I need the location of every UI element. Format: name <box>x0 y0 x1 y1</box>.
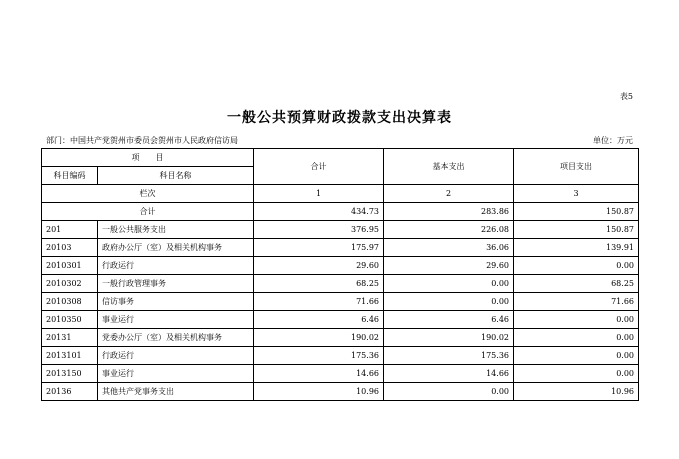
column-index-row <box>42 185 639 203</box>
row-project: 0.00 <box>514 347 639 365</box>
row-code: 2013101 <box>42 347 98 365</box>
row-name: 行政运行 <box>98 347 254 365</box>
row-code: 20103 <box>42 239 98 257</box>
row-total: 10.96 <box>254 383 384 401</box>
row-project: 71.66 <box>514 293 639 311</box>
row-code: 2010302 <box>42 275 98 293</box>
row-name: 政府办公厅（室）及相关机构事务 <box>98 239 254 257</box>
row-name: 其他共产党事务支出 <box>98 383 254 401</box>
unit-label: 单位：万元 <box>593 136 633 145</box>
header-row-1 <box>42 149 639 167</box>
row-basic: 14.66 <box>384 365 514 383</box>
lanci-label: 栏次 <box>42 185 254 203</box>
expenditure-table <box>41 148 639 401</box>
row-code: 201 <box>42 221 98 239</box>
header-project: 项目支出 <box>514 149 639 185</box>
row-basic: 36.06 <box>384 239 514 257</box>
row-code: 2013150 <box>42 365 98 383</box>
row-basic: 226.08 <box>384 221 514 239</box>
row-code: 20131 <box>42 329 98 347</box>
header-basic: 基本支出 <box>384 149 514 185</box>
row-basic: 29.60 <box>384 257 514 275</box>
row-code: 2010308 <box>42 293 98 311</box>
table-row <box>42 383 639 401</box>
table-row <box>42 347 639 365</box>
total-basic: 283.86 <box>384 203 514 221</box>
row-project: 0.00 <box>514 257 639 275</box>
row-total: 376.95 <box>254 221 384 239</box>
header-total: 合计 <box>254 149 384 185</box>
table-number: 表5 <box>619 92 633 101</box>
row-project: 0.00 <box>514 311 639 329</box>
row-total: 175.97 <box>254 239 384 257</box>
row-total: 29.60 <box>254 257 384 275</box>
total-value: 434.73 <box>254 203 384 221</box>
total-project: 150.87 <box>514 203 639 221</box>
header-item-group: 项 目 <box>42 149 254 167</box>
row-basic: 190.02 <box>384 329 514 347</box>
row-code: 2010350 <box>42 311 98 329</box>
row-total: 190.02 <box>254 329 384 347</box>
row-basic: 0.00 <box>384 293 514 311</box>
table-row <box>42 239 639 257</box>
header-code: 科目编码 <box>42 167 98 185</box>
row-name: 事业运行 <box>98 365 254 383</box>
department-line <box>46 135 238 146</box>
row-basic: 6.46 <box>384 311 514 329</box>
row-code: 2010301 <box>42 257 98 275</box>
row-project: 150.87 <box>514 221 639 239</box>
table-row <box>42 311 639 329</box>
total-row <box>42 203 639 221</box>
row-name: 党委办公厅（室）及相关机构事务 <box>98 329 254 347</box>
row-basic: 0.00 <box>384 383 514 401</box>
header-name: 科目名称 <box>98 167 254 185</box>
row-total: 71.66 <box>254 293 384 311</box>
table-row <box>42 293 639 311</box>
row-total: 68.25 <box>254 275 384 293</box>
row-basic: 175.36 <box>384 347 514 365</box>
row-code: 20136 <box>42 383 98 401</box>
row-name: 一般行政管理事务 <box>98 275 254 293</box>
row-basic: 0.00 <box>384 275 514 293</box>
department-label: 部门： <box>46 136 70 145</box>
total-label: 合计 <box>42 203 254 221</box>
table-row <box>42 275 639 293</box>
row-project: 0.00 <box>514 365 639 383</box>
row-total: 14.66 <box>254 365 384 383</box>
row-total: 6.46 <box>254 311 384 329</box>
table-row <box>42 221 639 239</box>
column-index-2: 2 <box>384 185 514 203</box>
row-project: 10.96 <box>514 383 639 401</box>
column-index-1: 1 <box>254 185 384 203</box>
row-name: 信访事务 <box>98 293 254 311</box>
department-name: 中国共产党贺州市委员会贺州市人民政府信访局 <box>70 136 238 145</box>
row-total: 175.36 <box>254 347 384 365</box>
column-index-3: 3 <box>514 185 639 203</box>
row-project: 0.00 <box>514 329 639 347</box>
row-name: 事业运行 <box>98 311 254 329</box>
table-row <box>42 329 639 347</box>
page-title: 一般公共预算财政拨款支出决算表 <box>227 110 452 126</box>
table-row <box>42 257 639 275</box>
row-project: 68.25 <box>514 275 639 293</box>
table-row <box>42 365 639 383</box>
row-name: 行政运行 <box>98 257 254 275</box>
row-project: 139.91 <box>514 239 639 257</box>
row-name: 一般公共服务支出 <box>98 221 254 239</box>
